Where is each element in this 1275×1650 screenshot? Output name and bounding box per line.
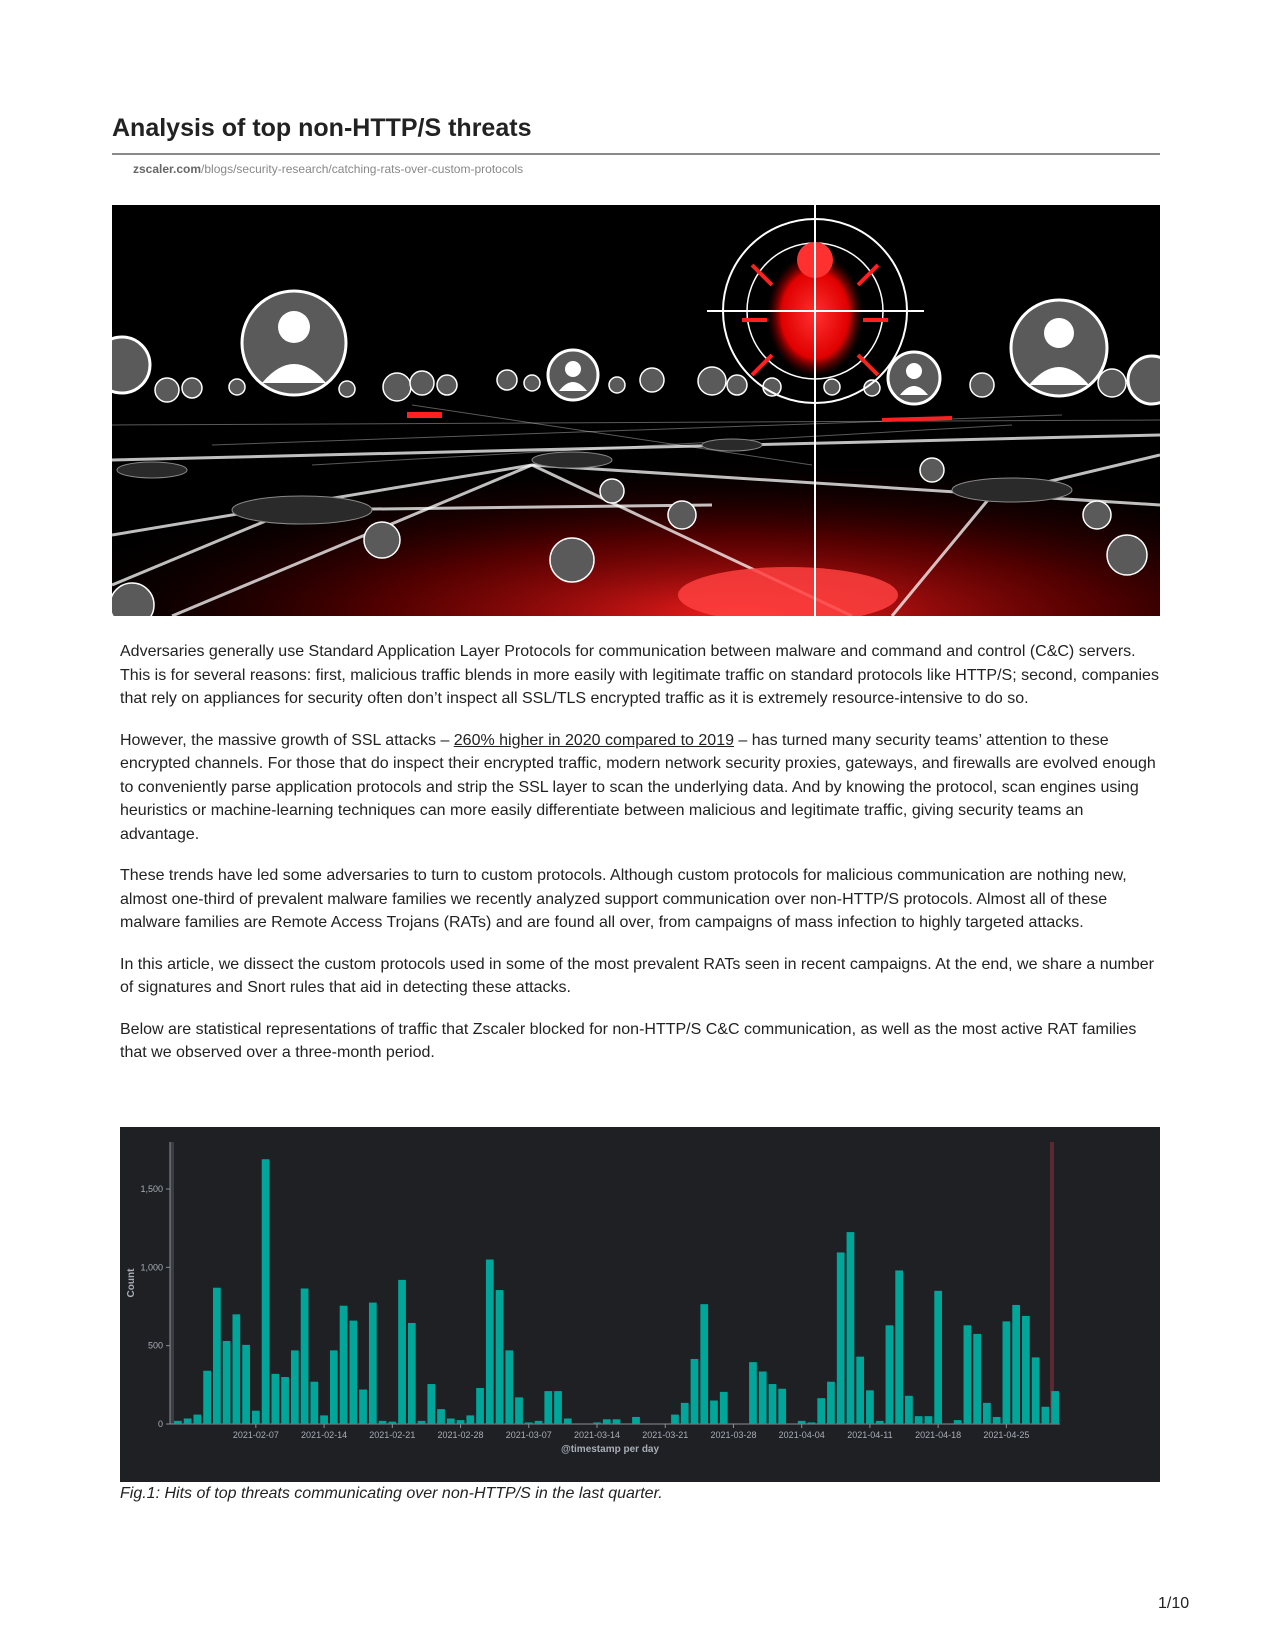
- bar[interactable]: [388, 1422, 396, 1424]
- x-tick-label: 2021-03-28: [710, 1430, 757, 1440]
- bar[interactable]: [544, 1391, 552, 1424]
- bar[interactable]: [856, 1357, 864, 1424]
- x-tick-label: 2021-04-04: [778, 1430, 825, 1440]
- bar[interactable]: [349, 1321, 357, 1424]
- url-domain: zscaler.com: [133, 162, 202, 176]
- bar[interactable]: [973, 1334, 981, 1424]
- y-tick-label: 0: [157, 1419, 163, 1429]
- y-tick-label: 1,500: [140, 1184, 163, 1194]
- bar[interactable]: [320, 1415, 328, 1424]
- bar[interactable]: [769, 1384, 777, 1424]
- bar[interactable]: [262, 1159, 270, 1424]
- bar[interactable]: [193, 1415, 201, 1424]
- bar[interactable]: [379, 1421, 387, 1424]
- bar[interactable]: [301, 1288, 309, 1424]
- bar[interactable]: [418, 1421, 426, 1424]
- bar[interactable]: [291, 1350, 299, 1424]
- bar[interactable]: [447, 1419, 455, 1424]
- bar[interactable]: [310, 1382, 318, 1424]
- bar[interactable]: [174, 1421, 182, 1424]
- bar[interactable]: [369, 1303, 377, 1424]
- bar[interactable]: [203, 1371, 211, 1424]
- bar[interactable]: [213, 1288, 221, 1424]
- bar[interactable]: [905, 1396, 913, 1424]
- bar[interactable]: [837, 1252, 845, 1424]
- bar[interactable]: [671, 1415, 679, 1424]
- bar[interactable]: [993, 1417, 1001, 1424]
- paragraph-2-before: However, the massive growth of SSL attacks –: [120, 731, 454, 749]
- source-url[interactable]: [133, 162, 523, 176]
- y-tick-label: 500: [147, 1340, 163, 1351]
- bar[interactable]: [886, 1325, 894, 1424]
- bar[interactable]: [827, 1382, 835, 1424]
- paragraph-5: Below are statistical representations of traffic that Zscaler blocked for non-HTTP/S C&C communication, as well as the most active RAT families that we observed over a three-month period.: [120, 1020, 1137, 1061]
- paragraph-4: In this article, we dissect the custom protocols used in some of the most prevalent RATs seen in recent campaigns. At the end, we share a number of signatures and Snort rules that aid in detecting these attacks.: [120, 955, 1154, 996]
- bar[interactable]: [1042, 1407, 1050, 1424]
- y-tick-label: 1,000: [140, 1262, 163, 1273]
- bar[interactable]: [486, 1260, 494, 1425]
- bar[interactable]: [359, 1390, 367, 1424]
- bar[interactable]: [340, 1306, 348, 1424]
- x-tick-label: 2021-02-28: [437, 1430, 484, 1440]
- bar[interactable]: [954, 1420, 962, 1424]
- bar[interactable]: [564, 1419, 572, 1424]
- figure-caption: Fig.1: Hits of top threats communicating over non-HTTP/S in the last quarter.: [120, 1485, 663, 1502]
- bar[interactable]: [496, 1290, 504, 1424]
- bar[interactable]: [895, 1270, 903, 1424]
- x-tick-label: 2021-03-07: [505, 1430, 552, 1440]
- x-tick-label: 2021-02-14: [301, 1430, 348, 1440]
- bar[interactable]: [271, 1374, 279, 1424]
- bar[interactable]: [408, 1323, 416, 1424]
- title-divider: [112, 153, 1160, 155]
- bar[interactable]: [184, 1419, 192, 1424]
- bar[interactable]: [847, 1232, 855, 1424]
- bar[interactable]: [613, 1419, 621, 1424]
- bar[interactable]: [808, 1422, 816, 1424]
- bar[interactable]: [876, 1421, 884, 1424]
- bar[interactable]: [593, 1422, 601, 1424]
- bar[interactable]: [603, 1419, 611, 1424]
- x-tick-label: 2021-04-25: [983, 1430, 1030, 1440]
- range-end-marker: [1050, 1142, 1054, 1424]
- bar[interactable]: [427, 1384, 435, 1424]
- bar[interactable]: [817, 1398, 825, 1424]
- bar[interactable]: [1032, 1357, 1040, 1424]
- bar[interactable]: [437, 1409, 445, 1424]
- bar[interactable]: [749, 1362, 757, 1424]
- paragraph-3: These trends have led some adversaries to turn to custom protocols. Although custom protocols for malicious communication are nothing new, almost one-third of prevalent malware families we recently analyzed support communication over non-HTTP/S protocols. Almost all of these malware families are Remote Access Trojans (RATs) and are found all over, from campaigns of mass infection to highly targeted attacks.: [120, 867, 1127, 931]
- bar[interactable]: [398, 1280, 406, 1424]
- x-tick-label: 2021-02-07: [232, 1430, 279, 1440]
- bar[interactable]: [798, 1421, 806, 1424]
- x-tick-label: 2021-03-14: [573, 1430, 621, 1440]
- bar[interactable]: [281, 1377, 289, 1424]
- threat-hits-chart: [120, 1127, 1160, 1482]
- bar[interactable]: [223, 1341, 231, 1424]
- hero-image: [112, 205, 1160, 616]
- bar[interactable]: [866, 1390, 874, 1424]
- network-bug-target-icon: [112, 205, 1160, 616]
- paragraph-2: [120, 729, 1160, 847]
- bar[interactable]: [1022, 1316, 1030, 1424]
- bar[interactable]: [525, 1422, 533, 1424]
- bar[interactable]: [466, 1415, 474, 1424]
- bar[interactable]: [700, 1304, 708, 1424]
- bar[interactable]: [505, 1350, 513, 1424]
- bar[interactable]: [778, 1389, 786, 1424]
- page-title: Analysis of top non-HTTP/S threats: [112, 114, 532, 142]
- bar[interactable]: [252, 1411, 260, 1424]
- bar[interactable]: [242, 1345, 250, 1424]
- bar[interactable]: [934, 1291, 942, 1424]
- page-number: 1/10: [1158, 1595, 1190, 1612]
- bar[interactable]: [1003, 1321, 1011, 1424]
- bar[interactable]: [515, 1397, 523, 1424]
- x-tick-label: 2021-02-21: [369, 1430, 416, 1440]
- bar-chart: [120, 1127, 1160, 1482]
- bar[interactable]: [964, 1325, 972, 1424]
- bar[interactable]: [632, 1417, 640, 1424]
- bar[interactable]: [476, 1388, 484, 1424]
- paragraph-2-after: – has turned many security teams’ attention to these encrypted channels. For those that do inspect their encrypted traffic, modern network security proxies, gateways, and firewalls are evolved enough to conveniently parse application protocols and strip the SSL layer to scan the underlying data. And by knowing the protocol, scan engines using heuristics or machine-learning techniques can more easily differentiate between malicious and legitimate traffic, giving security teams an advantage.: [120, 731, 1156, 843]
- x-tick-label: 2021-04-18: [915, 1430, 962, 1440]
- bar[interactable]: [759, 1372, 767, 1424]
- x-tick-label: 2021-04-11: [847, 1430, 893, 1440]
- bar[interactable]: [983, 1403, 991, 1424]
- bar[interactable]: [554, 1391, 562, 1424]
- bar[interactable]: [232, 1314, 240, 1424]
- bar[interactable]: [681, 1403, 689, 1424]
- bar[interactable]: [925, 1416, 933, 1424]
- bar[interactable]: [691, 1359, 699, 1424]
- bar[interactable]: [535, 1421, 543, 1424]
- bar[interactable]: [710, 1401, 718, 1425]
- x-tick-label: 2021-03-21: [642, 1430, 689, 1440]
- bar[interactable]: [915, 1416, 923, 1424]
- y-axis-label: Count: [126, 1268, 137, 1298]
- bar[interactable]: [720, 1392, 728, 1424]
- bar[interactable]: [457, 1420, 465, 1424]
- bar[interactable]: [1012, 1305, 1020, 1424]
- bar[interactable]: [1051, 1391, 1059, 1424]
- paragraph-1: Adversaries generally use Standard Application Layer Protocols for communication between malware and command and control (C&C) servers. This is for several reasons: first, malicious traffic blends in more easily with legitimate traffic on standard protocols like HTTP/S; second, companies that rely on appliances for security often don’t inspect all SSL/TLS encrypted traffic as it is extremely resource-intensive to do so.: [120, 643, 1159, 707]
- bar[interactable]: [330, 1350, 338, 1424]
- x-axis-label: @timestamp per day: [560, 1444, 660, 1455]
- article-body: [120, 640, 1160, 1083]
- range-start-marker: [170, 1142, 174, 1424]
- ssl-attacks-link[interactable]: 260% higher in 2020 compared to 2019: [453, 731, 734, 749]
- url-path: /blogs/security-research/catching-rats-over-custom-protocols: [201, 162, 524, 176]
